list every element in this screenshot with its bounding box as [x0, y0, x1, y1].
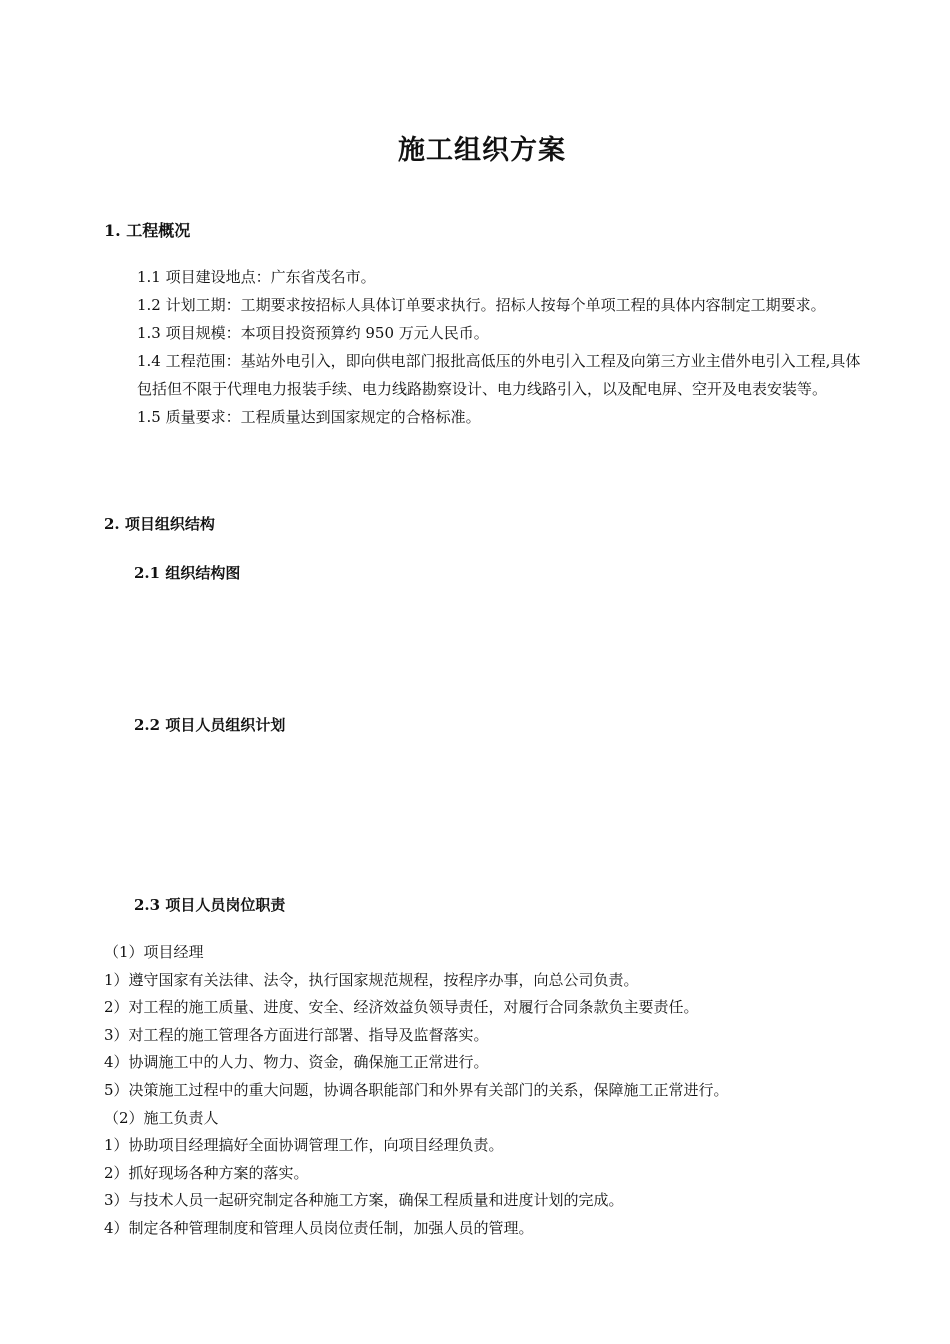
- section-1-body: [137, 263, 862, 431]
- duties-list: [104, 939, 864, 1243]
- list-item: 2）抓好现场各种方案的落实。: [104, 1163, 309, 1182]
- section-heading-1: 1. 工程概况: [104, 221, 191, 240]
- list-item: （2）施工负责人: [104, 1108, 219, 1127]
- list-item: 2）对工程的施工质量、进度、安全、经济效益负领导责任，对履行合同条款负主要责任。: [104, 998, 699, 1017]
- subsection-heading-2-2: 2.2 项目人员组织计划: [134, 716, 286, 734]
- list-item: 4）协调施工中的人力、物力、资金，确保施工正常进行。: [104, 1053, 489, 1072]
- paragraph-1-2: 1.2 计划工期：工期要求按招标人具体订单要求执行。招标人按每个单项工程的具体内容制定工期要求。: [137, 296, 826, 314]
- list-item: 3）与技术人员一起研究制定各种施工方案，确保工程质量和进度计划的完成。: [104, 1191, 624, 1210]
- paragraph-1-4: 1.4 工程范围：基站外电引入，即向供电部门报批高低压的外电引入工程及向第三方业主借外电引入工程,具体包括但不限于代理电力报装手续、电力线路勘察设计、电力线路引入，以及配电屏、空开及电表安装等。: [137, 352, 861, 398]
- section-heading-2: 2. 项目组织结构: [104, 515, 215, 533]
- list-item: 1）协助项目经理搞好全面协调管理工作，向项目经理负责。: [104, 1136, 504, 1155]
- list-item: （1）项目经理: [104, 943, 204, 961]
- list-item: 4）制定各种管理制度和管理人员岗位责任制，加强人员的管理。: [104, 1218, 534, 1237]
- subsection-heading-2-1: 2.1 组织结构图: [134, 564, 241, 582]
- document-title: 施工组织方案: [398, 135, 566, 166]
- subsection-heading-2-3: 2.3 项目人员岗位职责: [134, 896, 286, 914]
- list-item: 3）对工程的施工管理各方面进行部署、指导及监督落实。: [104, 1025, 489, 1044]
- list-item: 5）决策施工过程中的重大问题，协调各职能部门和外界有关部门的关系，保障施工正常进行。: [104, 1080, 729, 1099]
- paragraph-1-3: 1.3 项目规模：本项目投资预算约 950 万元人民币。: [137, 324, 489, 342]
- paragraph-1-1: 1.1 项目建设地点：广东省茂名市。: [137, 268, 376, 286]
- list-item: 1）遵守国家有关法律、法令，执行国家规范规程，按程序办事，向总公司负责。: [104, 970, 639, 989]
- paragraph-1-5: 1.5 质量要求：工程质量达到国家规定的合格标准。: [137, 408, 481, 426]
